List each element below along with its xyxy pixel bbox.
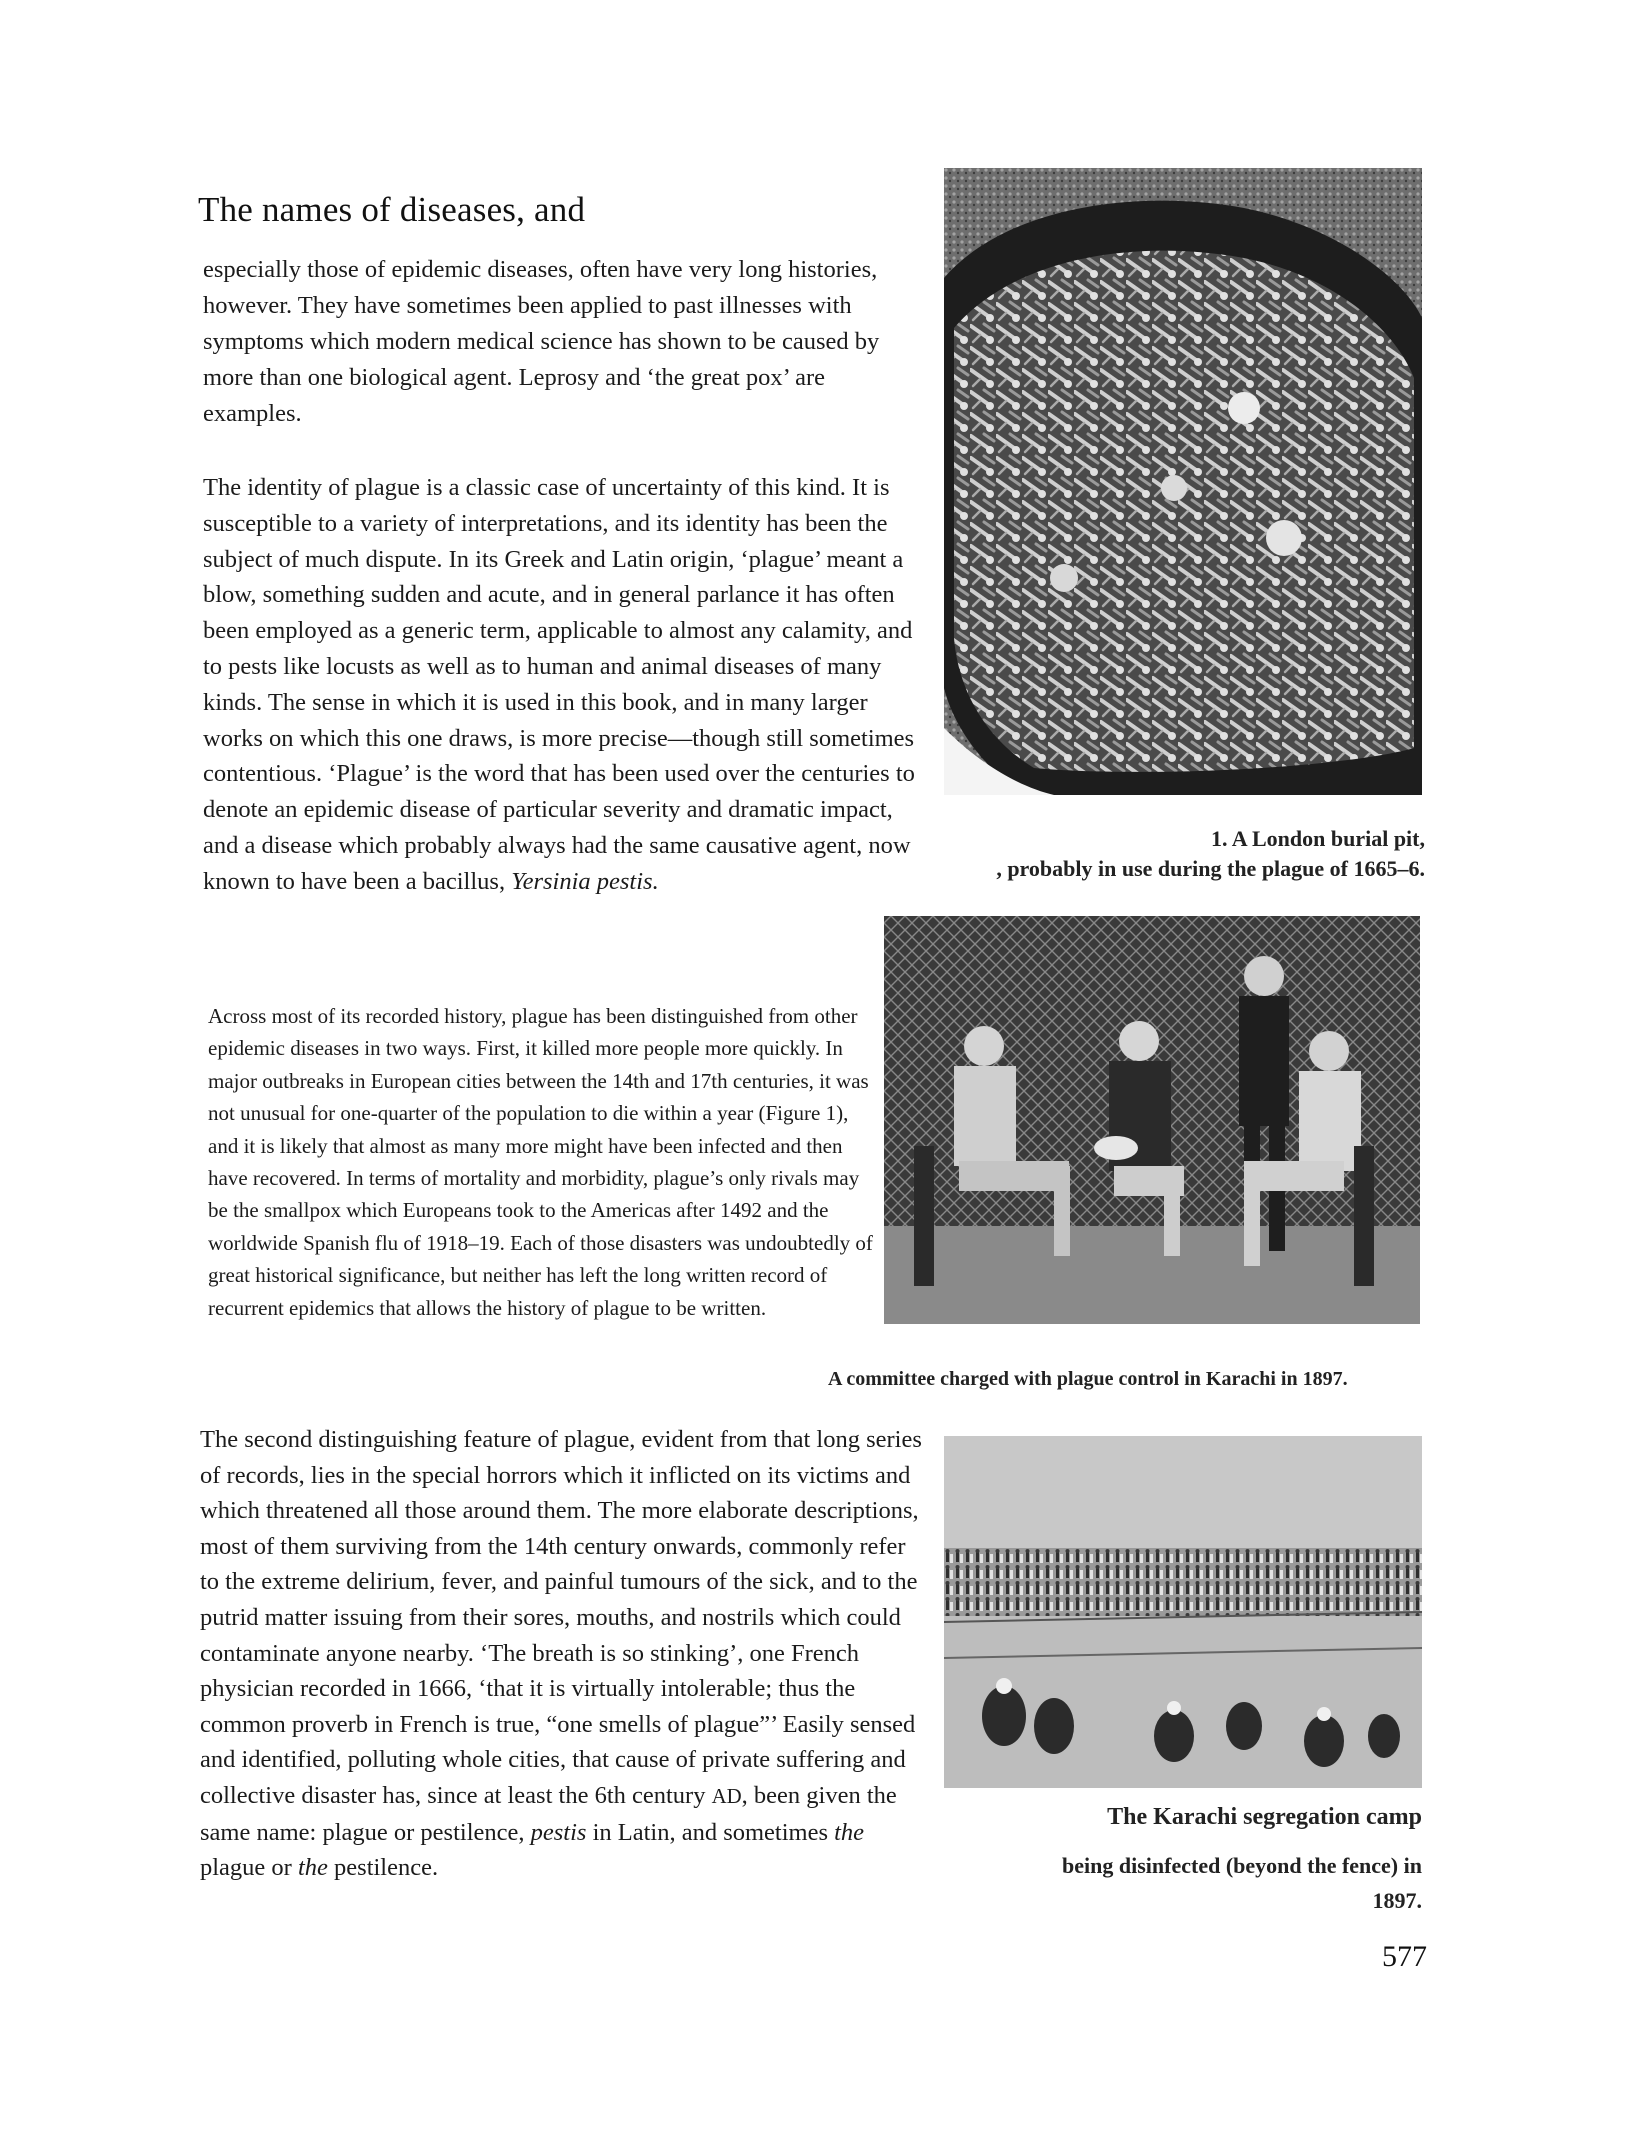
figure-1-caption-line-2: , probably in use during the plague of 1665–6. — [996, 856, 1425, 881]
paragraph-horrors-text-d: plague or — [200, 1854, 292, 1882]
paragraph-horrors — [200, 1422, 930, 1886]
committee-photo — [884, 916, 1420, 1324]
burial-pit-photo — [944, 168, 1422, 795]
paragraph-identity — [203, 470, 931, 900]
era-abbreviation: AD — [711, 1783, 742, 1808]
paragraph-history: Across most of its recorded history, plague has been distinguished from other epidemic diseases in two ways. First, it killed more people more quickly. In major outbreaks in European cities between the 14th and 17th centuries, it was not unusual for one-quarter of the population to die within a year (Figure 1), and it is likely that almost as many more might have been infected and then have recovered. In terms of mortality and morbidity, plague’s only rivals may be the smallpox which Europeans took to the Americas after 1492 and the worldwide Spanish flu of 1918–19. Each of those disasters was undoubtedly of great historical significance, but neither has left the long written record of recurrent epidemics that allows the history of plague to be written. — [208, 1004, 873, 1320]
figure-2-caption: A committee charged with plague control in Karachi in 1897. — [828, 1368, 1348, 1390]
latin-term: pestis — [530, 1818, 587, 1846]
figure-1-caption-line-1: 1. A London burial pit, — [1211, 826, 1425, 851]
paragraph-horrors-text-c: in Latin, and sometimes — [592, 1818, 828, 1846]
page-number: 577 — [1382, 1940, 1427, 1973]
paragraph-identity-text: The identity of plague is a classic case of uncertainty of this kind. It is susceptible to a variety of interpretations, and its identity has been the subject of much dispute. In its Greek and Latin origin, ‘plague’ meant a blow, something sudden and acute, and in general parlance it has often been employed as a generic term, applicable to almost any calamity, and to pests like locusts as well as to human and animal diseases of many kinds. The sense in which it is used in this book, and in many larger works on which this one draws, is more precise—though still sometimes contentious. ‘Plague’ is the word that has been used over the centuries to denote an epidemic disease of particular severity and dramatic impact, and a disease which probably always had the same causative agent, now known to have been a bacillus, — [203, 474, 915, 895]
figure-3-caption-line-1: The Karachi segregation camp — [1107, 1804, 1422, 1830]
paragraph-horrors-text-b: , been given the same name: plague or pestilence, — [200, 1781, 897, 1846]
paragraph-intro: especially those of epidemic diseases, often have very long histories, however. They have sometimes been applied to past illnesses with symptoms which modern medical science has shown to be caused by more than one biological agent. Leprosy and ‘the great pox’ are examples. — [203, 256, 880, 427]
section-heading: The names of diseases, and — [198, 190, 586, 229]
emphasis-the-1: the — [834, 1818, 865, 1846]
species-name: Yersinia pestis. — [511, 867, 659, 895]
segregation-camp-photo — [944, 1436, 1422, 1788]
figure-3-caption-line-2: being disinfected (beyond the fence) in 1897. — [1062, 1853, 1422, 1913]
paragraph-horrors-text-a: The second distinguishing feature of plague, evident from that long series of records, lies in the special horrors which it inflicted on its victims and which threatened all those around them. The more elaborate descriptions, most of them surviving from the 14th century onwards, commonly refer to the extreme delirium, fever, and painful tumours of the sick, and to the putrid matter issuing from their sores, mouths, and nostrils which could contaminate anyone nearby. ‘The breath is so stinking’, one French physician recorded in 1666, ‘that it is virtually intolerable; thus the common proverb in French is true, “one smells of plague”’ Easily sensed and identified, polluting whole cities, that cause of private suffering and collective disaster has, since at least the 6th century — [200, 1426, 922, 1809]
emphasis-the-2: the — [297, 1854, 328, 1882]
paragraph-horrors-text-e: pestilence. — [334, 1854, 439, 1882]
